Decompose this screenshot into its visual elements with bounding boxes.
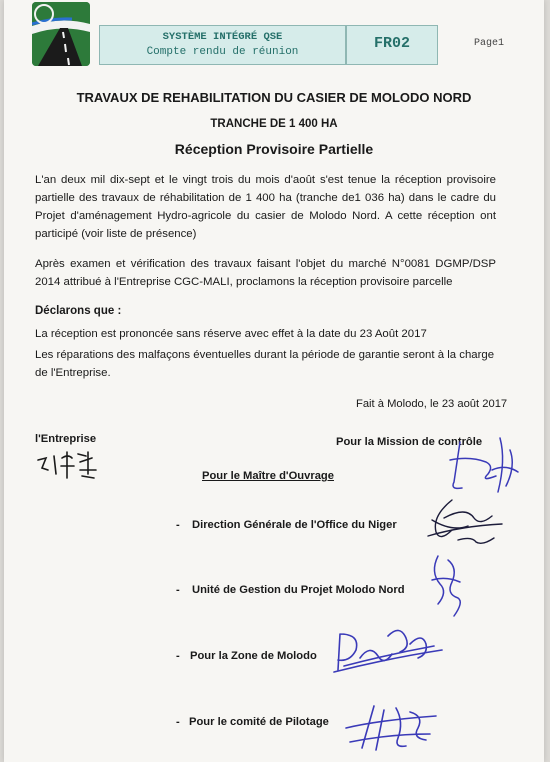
mission-signature [440, 430, 524, 498]
paragraph-examination: Après examen et vérification des travaux faisant l'objet du marché N°0081 DGMP/DSP 2014 attribué à l'Entreprise CGC-MALI, proclamons la réception provisoire parcelle [35, 258, 496, 288]
comite-signature [340, 698, 444, 756]
declaration-1: La réception est prononcée sans réserve avec effet à la date du 23 Août 2017 [35, 328, 427, 340]
sig-item-comite: Pour le comité de Pilotage [189, 716, 329, 728]
maitre-ouvrage-label: Pour le Maître d'Ouvrage [202, 470, 334, 482]
sig-item-dash: - [176, 519, 180, 531]
sig-item-dash: - [176, 716, 180, 728]
zone-signature [330, 614, 446, 678]
document-page [4, 0, 544, 762]
form-code: FR02 [346, 25, 438, 65]
entreprise-signature [34, 444, 110, 486]
company-logo [32, 2, 90, 66]
header-title-line1: SYSTÈME INTÉGRÉ QSE [162, 31, 283, 43]
sig-item-zone: Pour la Zone de Molodo [190, 650, 317, 662]
entreprise-label: l'Entreprise [35, 433, 97, 445]
document-heading: Réception Provisoire Partielle [174, 141, 374, 157]
page-number: Page1 [474, 38, 505, 49]
direction-signature [422, 496, 512, 552]
document-subtitle: TRANCHE DE 1 400 HA [210, 118, 338, 130]
header-title-line2: Compte rendu de réunion [146, 46, 299, 58]
place-date: Fait à Molodo, le 23 août 2017 [356, 398, 508, 410]
declaration-2: Les réparations des malfaçons éventuelles durant la période de garantie seront à la charge de l'Entreprise. [35, 349, 495, 379]
header-title-box [99, 25, 346, 65]
document-title: TRAVAUX DE REHABILITATION DU CASIER DE MOLODO NORD [76, 90, 472, 105]
mission-control-label: Pour la Mission de contrôle [336, 436, 483, 448]
sig-item-dash: - [176, 650, 180, 662]
paragraph-intro: L'an deux mil dix-sept et le vingt trois du mois d'août s'est tenue la réception provisoire partielle des travaux de réhabilitation de 1 400 ha (tranche de1 036 ha) dans le cadre du Projet d'aménagement Hydro-agricole du casier de Molodo Nord. A cette réception ont participé (voir liste de présence) [35, 174, 496, 240]
sig-item-dash: - [176, 584, 180, 596]
sig-item-direction: Direction Générale de l'Office du Niger [192, 519, 397, 531]
sig-item-unite: Unité de Gestion du Projet Molodo Nord [192, 584, 405, 596]
declarations-title: Déclarons que : [35, 305, 122, 317]
